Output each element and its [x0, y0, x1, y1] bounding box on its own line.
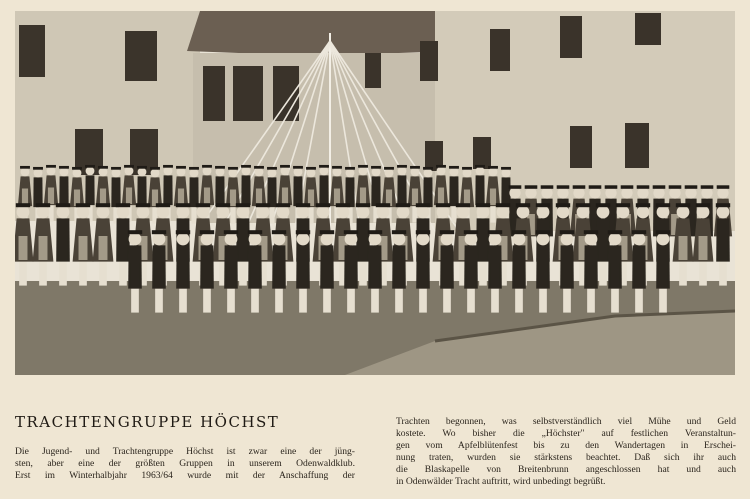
- text-line: Die Jugend- und Trachtengruppe Höchst ist zwar eine der jüng-: [15, 446, 355, 457]
- text-line: gen vom Apfelblütenfest bis zu den Wandertagen in Erschei-: [396, 440, 736, 451]
- text-line: die Blaskapelle von Breitenbrunn angeschlossen hat und auch: [396, 464, 736, 475]
- article-title: TRACHTENGRUPPE HÖCHST: [15, 413, 280, 431]
- text-line: kostete. Wo bisher die „Höchster" auf festlichen Veranstaltun-: [396, 428, 736, 439]
- text-line: nung traten, wurden sie stärkstens beachtet. Daß sich ihr auch: [396, 452, 736, 463]
- article-text-right-column: [396, 416, 736, 488]
- group-photo-illustration: [15, 11, 735, 375]
- text-line: Trachten begonnen, was selbstverständlich viel Mühe und Geld: [396, 416, 736, 427]
- text-line: sten, aber eine der größten Gruppen in unserem Odenwaldklub.: [15, 458, 355, 469]
- group-photo: [15, 11, 735, 375]
- text-line: in Odenwälder Tracht auftritt, wird unbedingt begrüßt.: [396, 476, 606, 487]
- text-line: Erst im Winterhalbjahr 1963/64 wurde mit der Anschaffung der: [15, 470, 355, 481]
- article-text-left-column: [15, 446, 355, 482]
